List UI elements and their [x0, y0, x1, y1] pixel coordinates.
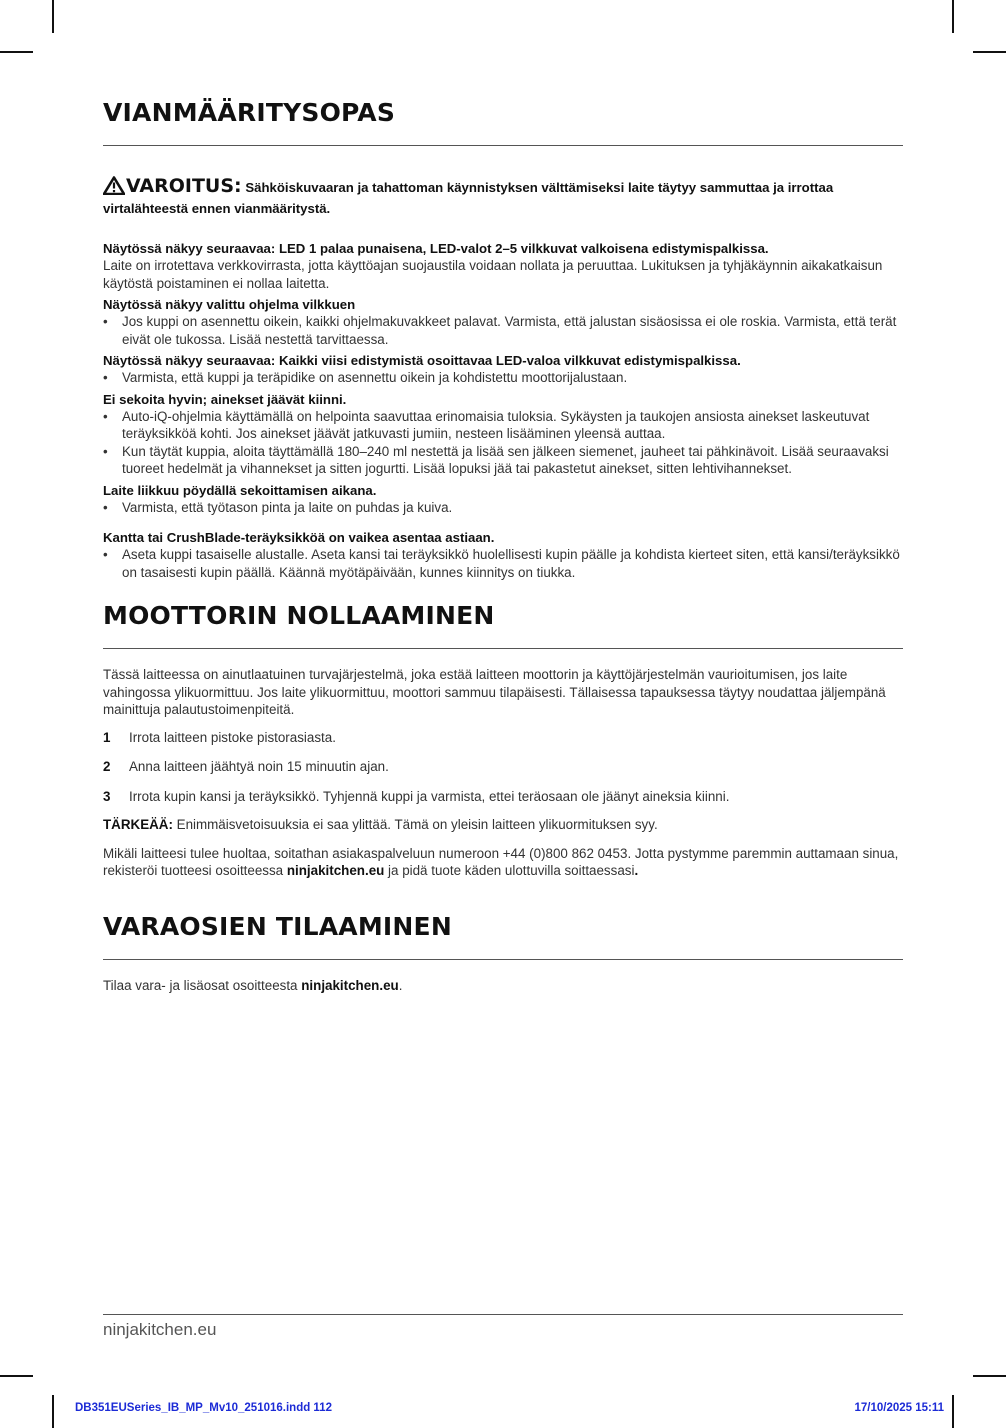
step-number: 3 — [103, 788, 111, 804]
service-info — [103, 845, 903, 880]
divider — [103, 959, 903, 960]
crop-mark — [52, 1395, 54, 1428]
bullet-icon: • — [103, 499, 108, 515]
list-item — [103, 369, 903, 387]
important-note — [103, 816, 903, 834]
service-text: Mikäli laitteesi tulee huoltaa, soitathan asiakaspalveluun numeroon +44 (0)800 862 0453. Jotta pystymme paremmin auttamaan sinua, rekisteröi tuotteesi osoitteessa — [103, 845, 899, 878]
troubleshooting-item — [103, 529, 903, 581]
step-number: 2 — [103, 759, 111, 774]
reset-step — [103, 758, 903, 776]
troubleshooting-item — [103, 240, 903, 292]
parts-text — [103, 977, 903, 995]
list-item-text: Varmista, että kuppi ja teräpidike on asennettu oikein ja kohdistettu moottorijalustaan. — [122, 370, 628, 385]
step-number: 1 — [103, 729, 111, 745]
list-item — [103, 313, 903, 348]
list-item-text: Varmista, että työtason pinta ja laite on puhdas ja kuiva. — [122, 499, 453, 515]
step-text: Irrota laitteen pistoke pistorasiasta. — [129, 729, 336, 745]
slug-date: 17/10/2025 15:11 — [854, 1402, 944, 1414]
troubleshooting-item — [103, 352, 903, 387]
divider — [103, 648, 903, 649]
crop-mark — [0, 1375, 33, 1377]
crop-mark — [973, 1375, 1006, 1377]
crop-mark — [952, 1395, 954, 1428]
footer-divider — [103, 1314, 903, 1315]
list-item — [103, 499, 903, 517]
step-text: Irrota kupin kansi ja teräyksikkö. Tyhjennä kuppi ja varmista, ettei teräosaan ole jäänyt aineksia kiinni. — [129, 788, 730, 804]
list-item — [103, 408, 903, 443]
reset-step — [103, 729, 903, 747]
crop-mark — [52, 0, 54, 33]
troubleshooting-body: Laite on irrotettava verkkovirrasta, jotta käyttöajan suojaustila voidaan nollata ja peruuttaa. Lukituksen ja tyhjäkäynnin aikakatkaisun käytöstä poistaminen ei nollaa laitetta. — [103, 258, 883, 291]
reset-intro: Tässä laitteessa on ainutlaatuinen turvajärjestelmä, joka estää laitteen moottorin ja käyttöjärjestelmän vaurioitumisen, jos laite vahingossa ylikuormittuu. Jos laite ylikuormittuu, moottori sammuu tilapäisesti. Tällaisessa tapauksessa täytyy noudattaa jäljempänä mainittuja palautustoimenpiteitä. — [103, 667, 886, 717]
warning-triangle-icon — [103, 176, 125, 200]
troubleshooting-list — [103, 240, 903, 581]
parts-text-post: . — [398, 977, 403, 993]
divider — [103, 145, 903, 146]
slug-file: DB351EUSeries_IB_MP_Mv10_251016.indd 112 — [75, 1402, 332, 1414]
bullet-icon: • — [103, 314, 108, 329]
list-item-text: Aseta kuppi tasaiselle alustalle. Aseta kansi tai teräyksikkö huolellisesti kupin päälle ja kohdista kierteet siten, että kansi/teräyksikkö on tasaisesti kupin päällä. Käännä myötäpäivään, kunnes kiinnitys on tiukka. — [122, 547, 900, 580]
important-label: TÄRKEÄÄ: — [103, 817, 173, 832]
list-item — [103, 546, 903, 581]
crop-mark — [973, 51, 1006, 53]
parts-text-pre: Tilaa vara- ja lisäosat osoitteesta — [103, 977, 302, 993]
reset-step — [103, 788, 903, 806]
important-text: Enimmäisvetoisuuksia ei saa ylittää. Tämä on yleisin laitteen ylikuormituksen syy. — [172, 817, 658, 832]
troubleshooting-heading: Kantta tai CrushBlade-teräyksikköä on vaikea asentaa astiaan. — [103, 530, 495, 545]
troubleshooting-item — [103, 391, 903, 478]
crop-mark — [0, 51, 33, 53]
crop-mark — [952, 0, 954, 33]
parts-link[interactable]: ninjakitchen.eu — [301, 977, 399, 993]
bullet-icon: • — [103, 547, 108, 562]
troubleshooting-heading: Näytössä näkyy seuraavaa: LED 1 palaa punaisena, LED-valot 2–5 vilkkuvat valkoisena edistymispalkissa. — [103, 241, 769, 256]
troubleshooting-heading: Näytössä näkyy seuraavaa: Kaikki viisi edistymistä osoittavaa LED-valoa vilkkuvat edistymispalkissa. — [103, 353, 741, 368]
step-text: Anna laitteen jäähtyä noin 15 minuutin ajan. — [129, 759, 389, 774]
list-item-text: Jos kuppi on asennettu oikein, kaikki ohjelmakuvakkeet palavat. Varmista, että jalustan sisäosissa ei ole roskia. Varmista, että terät eivät ole tukossa. Lisää nestettä tarvittaessa. — [122, 314, 897, 347]
list-item-text: Kun täytät kuppia, aloita täyttämällä 180–240 ml nestettä ja lisää sen jälkeen siemenet, jauheet tai pähkinävoit. Lisää seuraavaksi tuoreet hedelmät ja vihannekset ja sitten jogurtti. Lisää lopuksi jää tai pakastetut ainekset, sitten lehtivihannekset. — [122, 443, 889, 476]
section-title-reset: MOOTTORIN NOLLAAMINEN — [103, 601, 495, 630]
section-title-parts: VARAOSIEN TILAAMINEN — [103, 911, 452, 941]
warning-text: Sähköiskuvaaran ja tahattoman käynnistyksen välttämiseksi laite täytyy sammuttaa ja irrottaa virtalähteestä ennen vianmääritystä. — [103, 180, 834, 216]
troubleshooting-item — [103, 482, 903, 517]
service-text-end: ja pidä tuote käden ulottuvilla soittaessasi — [384, 863, 635, 878]
bullet-icon: • — [103, 443, 108, 459]
service-period: . — [634, 863, 639, 878]
troubleshooting-item — [103, 296, 903, 348]
reset-steps — [103, 729, 903, 806]
page-title: VIANMÄÄRITYSOPAS — [103, 98, 396, 127]
troubleshooting-heading: Laite liikkuu pöydällä sekoittamisen aikana. — [103, 482, 377, 498]
service-link[interactable]: ninjakitchen.eu — [286, 863, 385, 878]
list-item-text: Auto-iQ-ohjelmia käyttämällä on helpointa saavuttaa erinomaisia tuloksia. Sykäysten ja taukojen ansiosta ainekset laskeutuvat teräyksikköä kohti. Jos ainekset jäävät jatkuvasti jumiin, nesteen lisääminen yleensä auttaa. — [122, 408, 870, 441]
troubleshooting-heading: Ei sekoita hyvin; ainekset jäävät kiinni. — [103, 391, 347, 407]
troubleshooting-heading: Näytössä näkyy valittu ohjelma vilkkuen — [103, 297, 356, 312]
list-item — [103, 443, 903, 478]
bullet-icon: • — [103, 408, 108, 424]
footer-url: ninjakitchen.eu — [103, 1320, 217, 1339]
warning-block — [103, 176, 903, 218]
page-content — [103, 98, 903, 994]
warning-label: VAROITUS: — [126, 175, 242, 197]
bullet-icon: • — [103, 370, 108, 385]
